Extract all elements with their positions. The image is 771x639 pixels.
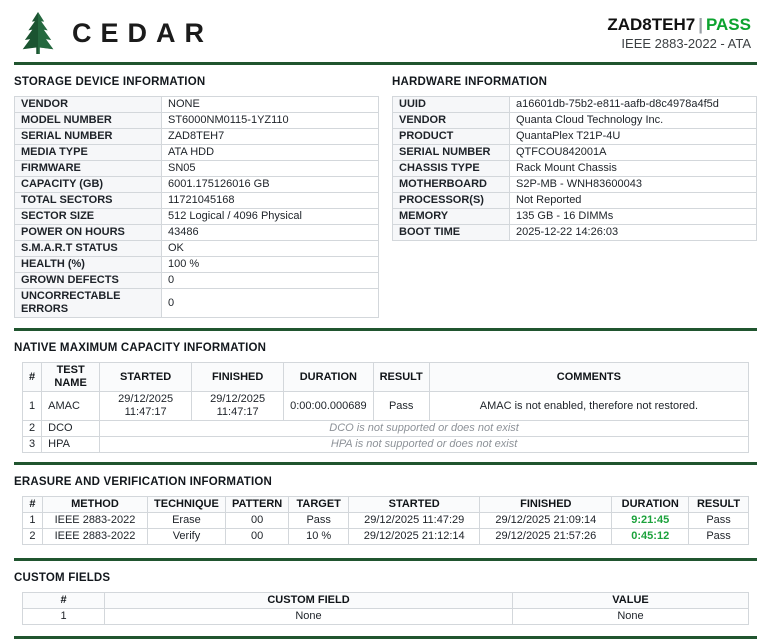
column-header: DURATION <box>284 363 373 392</box>
span-comment-cell: HPA is not supported or does not exist <box>100 437 749 453</box>
cedar-tree-icon <box>20 12 56 54</box>
field-label: SECTOR SIZE <box>15 209 162 225</box>
report-id-line <box>607 14 751 35</box>
cell: 10 % <box>289 529 349 545</box>
table-header-row <box>23 497 749 513</box>
field-value: QTFCOU842001A <box>510 145 757 161</box>
status-badge: PASS <box>705 14 751 34</box>
column-header: # <box>23 363 42 392</box>
nmc-section <box>14 342 757 453</box>
table-row <box>393 225 757 241</box>
column-header: TECHNIQUE <box>147 497 225 513</box>
cell: 00 <box>225 529 288 545</box>
cell: 0:00:00.000689 <box>284 392 373 421</box>
table-row <box>393 145 757 161</box>
section-divider <box>14 558 757 561</box>
table-row <box>15 97 379 113</box>
table-row <box>23 513 749 529</box>
cell: 00 <box>225 513 288 529</box>
field-value: 512 Logical / 4096 Physical <box>162 209 379 225</box>
field-label: SERIAL NUMBER <box>15 129 162 145</box>
field-label: MODEL NUMBER <box>15 113 162 129</box>
cell: Erase <box>147 513 225 529</box>
field-label: GROWN DEFECTS <box>15 273 162 289</box>
field-value: Rack Mount Chassis <box>510 161 757 177</box>
field-label: MOTHERBOARD <box>393 177 510 193</box>
hardware-info-table <box>392 96 757 241</box>
cell: AMAC <box>42 392 100 421</box>
table-row <box>15 161 379 177</box>
column-header: VALUE <box>513 593 749 609</box>
cell: 9:21:45 <box>612 513 689 529</box>
custom-fields-section <box>14 572 757 625</box>
table-row <box>15 209 379 225</box>
field-label: MEMORY <box>393 209 510 225</box>
table-row <box>393 161 757 177</box>
table-row <box>23 392 749 421</box>
cell: Verify <box>147 529 225 545</box>
field-value: 0 <box>162 289 379 318</box>
table-row <box>15 113 379 129</box>
cell: 3 <box>23 437 42 453</box>
field-value: OK <box>162 241 379 257</box>
table-row <box>23 529 749 545</box>
field-value: Quanta Cloud Technology Inc. <box>510 113 757 129</box>
table-header-row <box>23 593 749 609</box>
field-label: UUID <box>393 97 510 113</box>
field-label: POWER ON HOURS <box>15 225 162 241</box>
field-label: FIRMWARE <box>15 161 162 177</box>
table-row <box>15 273 379 289</box>
field-label: CAPACITY (GB) <box>15 177 162 193</box>
table-row <box>393 129 757 145</box>
hardware-section-title: HARDWARE INFORMATION <box>392 76 548 88</box>
column-header: STARTED <box>349 497 480 513</box>
erasure-table <box>22 496 749 545</box>
field-value: a16601db-75b2-e811-aafb-d8c4978a4f5d <box>510 97 757 113</box>
custom-fields-section-title: CUSTOM FIELDS <box>14 572 111 584</box>
field-label: PRODUCT <box>393 129 510 145</box>
field-label: VENDOR <box>15 97 162 113</box>
hardware-section <box>392 65 757 241</box>
cell: DCO <box>42 421 100 437</box>
table-row <box>15 241 379 257</box>
table-row <box>15 193 379 209</box>
erasure-section <box>14 476 757 545</box>
cell: 1 <box>23 513 43 529</box>
field-label: UNCORRECTABLE ERRORS <box>15 289 162 318</box>
field-value: SN05 <box>162 161 379 177</box>
cell: 2 <box>23 529 43 545</box>
report-standard-subtitle: IEEE 2883-2022 - ATA <box>621 36 751 51</box>
field-value: 11721045168 <box>162 193 379 209</box>
field-value: ST6000NM0115-1YZ110 <box>162 113 379 129</box>
field-value: 43486 <box>162 225 379 241</box>
field-label: VENDOR <box>393 113 510 129</box>
column-header: # <box>23 497 43 513</box>
nmc-table <box>22 362 749 453</box>
table-row <box>15 257 379 273</box>
cell: Pass <box>373 392 429 421</box>
storage-section-title: STORAGE DEVICE INFORMATION <box>14 76 206 88</box>
field-label: CHASSIS TYPE <box>393 161 510 177</box>
report-id-block <box>607 14 751 53</box>
column-header: RESULT <box>373 363 429 392</box>
field-value: S2P-MB - WNH83600043 <box>510 177 757 193</box>
field-label: PROCESSOR(S) <box>393 193 510 209</box>
table-row <box>23 609 749 625</box>
table-row <box>393 97 757 113</box>
field-value: 135 GB - 16 DIMMs <box>510 209 757 225</box>
erasure-section-title: ERASURE AND VERIFICATION INFORMATION <box>14 476 273 488</box>
cell: None <box>105 609 513 625</box>
cell: IEEE 2883-2022 <box>42 513 147 529</box>
brand-logo <box>20 12 213 54</box>
field-label: HEALTH (%) <box>15 257 162 273</box>
column-header: DURATION <box>612 497 689 513</box>
nmc-section-title: NATIVE MAXIMUM CAPACITY INFORMATION <box>14 342 267 354</box>
cell: 1 <box>23 392 42 421</box>
table-row <box>15 145 379 161</box>
cell: 29/12/2025 21:57:26 <box>480 529 612 545</box>
field-label: TOTAL SECTORS <box>15 193 162 209</box>
field-value: NONE <box>162 97 379 113</box>
cell: 29/12/2025 11:47:17 <box>192 392 284 421</box>
column-header: TARGET <box>289 497 349 513</box>
cell: 29/12/2025 11:47:29 <box>349 513 480 529</box>
table-row <box>15 289 379 318</box>
table-row <box>393 113 757 129</box>
table-row <box>15 177 379 193</box>
field-label: MEDIA TYPE <box>15 145 162 161</box>
field-value: 2025-12-22 14:26:03 <box>510 225 757 241</box>
span-comment-cell: DCO is not supported or does not exist <box>100 421 749 437</box>
field-value: 100 % <box>162 257 379 273</box>
report-id-separator: | <box>698 14 703 34</box>
column-header: TEST NAME <box>42 363 100 392</box>
cell: Pass <box>689 513 749 529</box>
report-header <box>14 6 757 58</box>
field-label: S.M.A.R.T STATUS <box>15 241 162 257</box>
table-row <box>393 193 757 209</box>
storage-section <box>14 65 379 318</box>
table-row <box>23 437 749 453</box>
column-header: METHOD <box>42 497 147 513</box>
column-header: CUSTOM FIELD <box>105 593 513 609</box>
column-header: STARTED <box>100 363 192 392</box>
cell: 29/12/2025 11:47:17 <box>100 392 192 421</box>
cell: Pass <box>689 529 749 545</box>
column-header: FINISHED <box>192 363 284 392</box>
custom-fields-table <box>22 592 749 625</box>
field-value: Not Reported <box>510 193 757 209</box>
table-header-row <box>23 363 749 392</box>
storage-info-table <box>14 96 379 318</box>
cell: 0:45:12 <box>612 529 689 545</box>
cell: Pass <box>289 513 349 529</box>
cell: 29/12/2025 21:09:14 <box>480 513 612 529</box>
table-row <box>15 129 379 145</box>
cell: IEEE 2883-2022 <box>42 529 147 545</box>
column-header: FINISHED <box>480 497 612 513</box>
brand-name: CEDAR <box>72 17 214 48</box>
field-value: 6001.175126016 GB <box>162 177 379 193</box>
column-header: PATTERN <box>225 497 288 513</box>
table-row <box>393 209 757 225</box>
field-value: ATA HDD <box>162 145 379 161</box>
column-header: # <box>23 593 105 609</box>
report-serial: ZAD8TEH7 <box>607 14 696 34</box>
cell: 29/12/2025 21:12:14 <box>349 529 480 545</box>
table-row <box>23 421 749 437</box>
field-value: QuantaPlex T21P-4U <box>510 129 757 145</box>
cell: 2 <box>23 421 42 437</box>
column-header: COMMENTS <box>429 363 748 392</box>
section-divider <box>14 328 757 331</box>
cell: AMAC is not enabled, therefore not restored. <box>429 392 748 421</box>
table-row <box>15 225 379 241</box>
cell: HPA <box>42 437 100 453</box>
field-label: BOOT TIME <box>393 225 510 241</box>
column-header: RESULT <box>689 497 749 513</box>
cell: 1 <box>23 609 105 625</box>
field-value: ZAD8TEH7 <box>162 129 379 145</box>
section-divider <box>14 462 757 465</box>
info-columns <box>14 65 757 318</box>
field-value: 0 <box>162 273 379 289</box>
field-label: SERIAL NUMBER <box>393 145 510 161</box>
table-row <box>393 177 757 193</box>
cell: None <box>513 609 749 625</box>
